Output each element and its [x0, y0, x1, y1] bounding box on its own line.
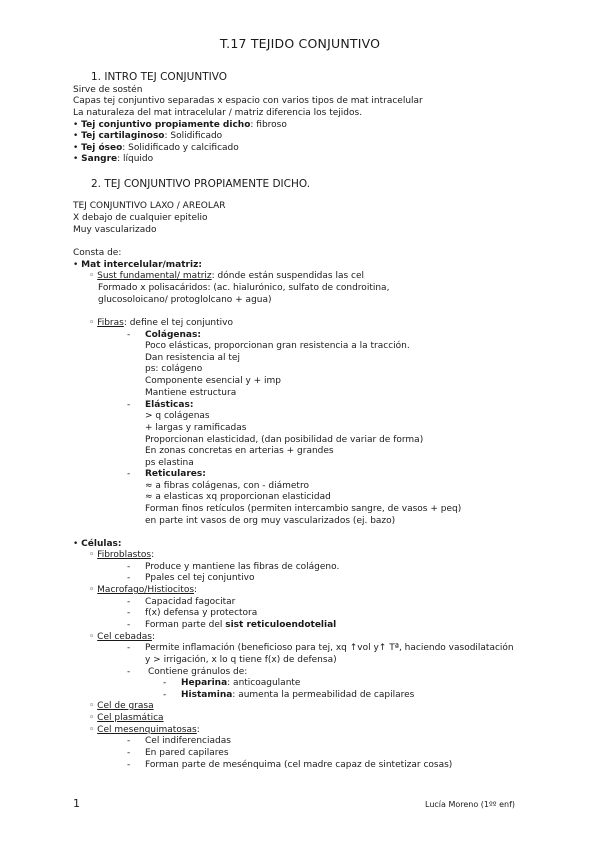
grasa-item: ◦ Cel de grasa [89, 701, 154, 711]
s1-line-1: Sirve de sostén [73, 85, 143, 95]
dash: - [127, 400, 131, 410]
elasticas-label: Elásticas: [145, 400, 194, 410]
sust-line: Formado x polisacáridos: (ac. hialurónico, sulfato de condroitina, [98, 283, 390, 293]
plasmatica-item: ◦ Cel plasmática [89, 713, 164, 723]
fibroblastos-line: Ppales cel tej conjuntivo [145, 573, 255, 583]
heparina-line: Heparina: anticoagulante [181, 678, 301, 688]
elasticas-line: Proporcionan elasticidad, (dan posibilidad de variar de forma) [145, 435, 424, 445]
dash: - [127, 469, 131, 479]
s1-line-2: Capas tej conjuntivo separadas x espacio con varios tipos de mat intracelular [73, 96, 423, 106]
fibroblastos-line: Produce y mantiene las fibras de colágeno. [145, 562, 340, 572]
fibras-text: : define el tej conjuntivo [123, 318, 233, 328]
footer-author: Lucía Moreno (1ºº enf) [425, 800, 516, 809]
matriz-item: • Mat intercelular/matriz: [73, 260, 202, 270]
mesenquimatosas-line: En pared capilares [145, 748, 229, 758]
reticulares-line: en parte int vasos de org muy vascularizados (ej. bazo) [145, 516, 396, 526]
fibroblastos-label: Fibroblastos [97, 550, 152, 560]
dash: - [127, 597, 131, 607]
heparina-term: Heparina [181, 678, 228, 688]
matriz-label: Mat intercelular/matriz [81, 260, 199, 270]
mesenquimatosas-line: Forman parte de mesénquima (cel madre capaz de sintetizar cosas) [145, 760, 453, 770]
sist-reticuloendotelial: sist reticuloendotelial [225, 620, 337, 630]
mesenquimatosas-line: Cel indiferenciadas [145, 736, 231, 746]
elasticas-line: + largas y ramificadas [145, 423, 247, 433]
mesenquimatosas-item: ◦ Cel mesenquimatosas: [89, 725, 200, 735]
colagenas-label: Colágenas: [145, 330, 201, 340]
fibras-label: Fibras [97, 318, 124, 328]
fibroblastos-item: ◦ Fibroblastos: [89, 550, 155, 560]
s1-bullet-term: Tej cartilaginoso [81, 131, 165, 141]
grasa-label: Cel de grasa [97, 701, 154, 711]
sust-text: : dónde están suspendidas las cel [211, 271, 364, 281]
s1-bullet-term: Sangre [81, 154, 118, 164]
cebadas-item: ◦ Cel cebadas: [89, 632, 156, 642]
macrofago-line: Forman parte del sist reticuloendotelial [145, 620, 337, 630]
cebadas-label: Cel cebadas [97, 632, 152, 642]
histamina-line: Histamina: aumenta la permeabilidad de capilares [181, 690, 415, 700]
dash: - [127, 667, 131, 677]
celulas-label: Células [81, 539, 118, 549]
section-2-heading: 2. TEJ CONJUNTIVO PROPIAMENTE DICHO. [91, 178, 311, 190]
reticulares-line: Forman finos retículos (permiten intercambio sangre, de vasos + peq) [145, 504, 462, 514]
s2-line-1: X debajo de cualquier epitelio [73, 213, 208, 223]
reticulares-line: ≈ a fibras colágenas, con - diámetro [145, 481, 309, 491]
colagenas-line: Dan resistencia al tej [145, 353, 240, 363]
sust-item: ◦ Sust fundamental/ matriz: dónde están suspendidas las cel [89, 271, 364, 281]
elasticas-line: > q colágenas [145, 411, 210, 421]
consta-label: Consta de: [73, 248, 122, 258]
cebadas-line: y > irrigación, x lo q tiene f(x) de defensa) [145, 655, 337, 665]
fibras-item: ◦ Fibras: define el tej conjuntivo [89, 318, 233, 328]
histamina-term: Histamina [181, 690, 233, 700]
cebadas-line: Contiene gránulos de: [148, 667, 248, 677]
dash: - [127, 748, 131, 758]
s1-bullet: • Sangre: líquido [73, 154, 154, 164]
sust-label: Sust fundamental/ matriz [97, 271, 212, 281]
page-title: T.17 TEJIDO CONJUNTIVO [219, 36, 381, 51]
s1-bullet: • Tej óseo: Solidificado y calcificado [73, 143, 239, 153]
dash: - [127, 760, 131, 770]
sust-line: glucosoloicano/ protoglolcano + agua) [98, 295, 272, 305]
colagenas-line: Componente esencial y + imp [145, 376, 282, 386]
s1-bullet-text: : Solidificado y calcificado [122, 143, 239, 153]
elasticas-line: ps elastina [145, 458, 194, 468]
colagenas-line: Mantiene estructura [145, 388, 237, 398]
s1-bullet-term: Tej óseo [81, 143, 123, 153]
dash: - [127, 330, 131, 340]
page-number: 1 [73, 797, 80, 810]
s1-bullet-term: Tej conjuntivo propiamente dicho [81, 120, 251, 130]
dash: - [127, 573, 131, 583]
dash: - [127, 643, 131, 653]
reticulares-line: ≈ a elasticas xq proporcionan elasticidad [145, 492, 331, 502]
macrofago-item: ◦ Macrofago/Histiocitos: [89, 585, 198, 595]
section-1-heading: 1. INTRO TEJ CONJUNTIVO [91, 71, 227, 83]
s2-line-2: Muy vascularizado [73, 225, 157, 235]
s1-bullet-text: : Solidificado [164, 131, 223, 141]
dash: - [127, 736, 131, 746]
celulas-item: • Células: [73, 539, 122, 549]
dash: - [127, 620, 131, 630]
s1-bullet: • Tej conjuntivo propiamente dicho: fibroso [73, 120, 287, 130]
mesenquimatosas-label: Cel mesenquimatosas [97, 725, 197, 735]
macrofago-label: Macrofago/Histiocitos [97, 585, 195, 595]
s1-bullet: • Tej cartilaginoso: Solidificado [73, 131, 223, 141]
reticulares-label: Reticulares: [145, 469, 206, 479]
s1-line-3: La naturaleza del mat intracelular / matriz diferencia los tejidos. [73, 108, 363, 118]
macrofago-line: f(x) defensa y protectora [145, 608, 258, 618]
plasmatica-label: Cel plasmática [97, 713, 164, 723]
s2-subheading: TEJ CONJUNTIVO LAXO / AREOLAR [73, 201, 226, 211]
elasticas-line: En zonas concretas en arterias + grandes [145, 446, 334, 456]
dash: - [127, 562, 131, 572]
colagenas-line: Poco elásticas, proporcionan gran resistencia a la tracción. [145, 341, 410, 351]
s1-bullet-text: : líquido [117, 154, 154, 164]
colagenas-line: ps: colágeno [145, 364, 203, 374]
macrofago-line: Capacidad fagocitar [145, 597, 236, 607]
dash: - [163, 678, 167, 688]
dash: - [127, 608, 131, 618]
cebadas-line: Permite inflamación (beneficioso para tej, xq ↑vol y↑ Tª, haciendo vasodilatación [145, 643, 514, 653]
s1-bullet-text: : fibroso [250, 120, 287, 130]
dash: - [163, 690, 167, 700]
